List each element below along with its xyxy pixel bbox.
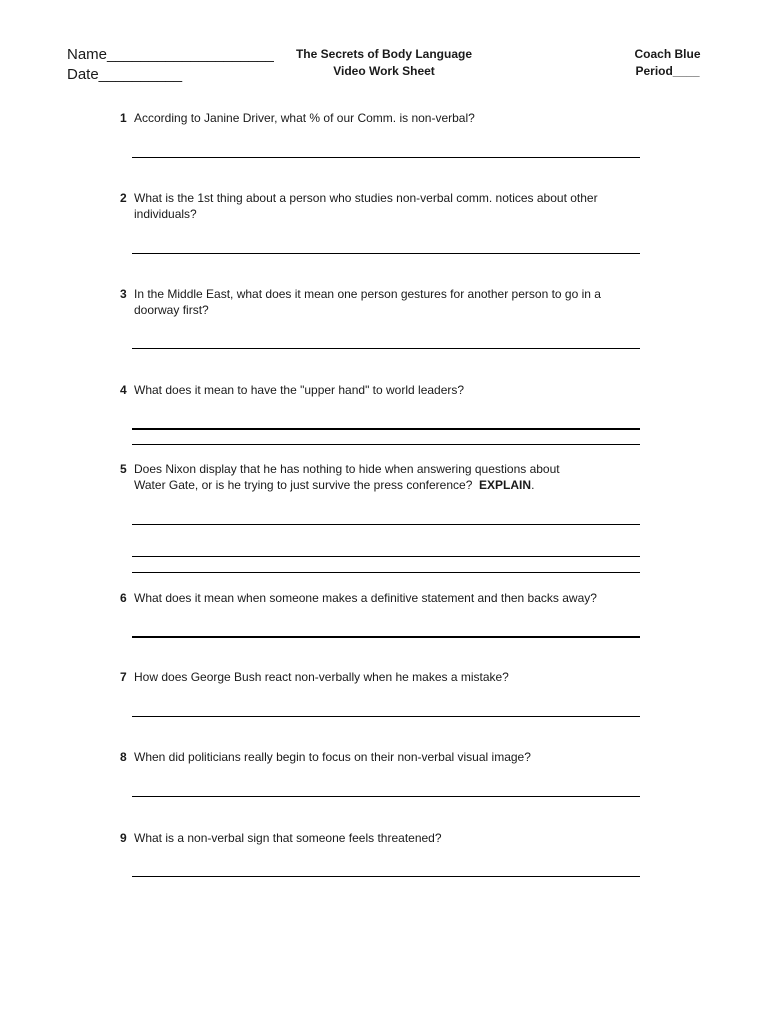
question-text: What is a non-verbal sign that someone feels threatened?	[134, 831, 442, 845]
question-number: 8	[120, 750, 127, 764]
question-text-line: Water Gate, or is he trying to just survive the press conference?	[134, 478, 473, 492]
question-text: individuals?	[134, 207, 197, 221]
question-text: What is the 1st thing about a person who studies non-verbal comm. notices about other	[134, 191, 598, 205]
question-number: 6	[120, 591, 127, 605]
question-2	[120, 190, 650, 222]
answer-line[interactable]	[132, 716, 640, 717]
question-text: In the Middle East, what does it mean one person gestures for another person to go in a	[134, 287, 601, 301]
explain-emphasis: EXPLAIN	[479, 478, 532, 492]
question-number: 1	[120, 111, 127, 125]
teacher-name: Coach Blue	[634, 47, 701, 61]
answer-line[interactable]	[132, 876, 640, 877]
question-6	[120, 590, 650, 606]
question-number: 9	[120, 831, 127, 845]
question-text: What does it mean to have the "upper hand" to world leaders?	[134, 383, 465, 397]
page-title: The Secrets of Body Language	[295, 47, 473, 61]
student-info	[67, 45, 274, 85]
question-text: What does it mean when someone makes a definitive statement and then backs away?	[134, 591, 597, 605]
question-text: Does Nixon display that he has nothing to hide when answering questions about	[134, 462, 560, 476]
question-number: 3	[120, 287, 127, 301]
answer-line[interactable]	[132, 444, 640, 445]
answer-line[interactable]	[132, 524, 640, 525]
question-4	[120, 382, 650, 398]
question-number: 5	[120, 462, 127, 476]
question-1	[120, 110, 650, 126]
teacher-info	[620, 46, 715, 80]
date-field: Date__________	[67, 66, 183, 83]
answer-line[interactable]	[132, 556, 640, 557]
question-number: 2	[120, 191, 127, 205]
question-9	[120, 830, 650, 846]
answer-line[interactable]	[132, 572, 640, 573]
name-field: Name____________________	[67, 46, 274, 63]
answer-line[interactable]	[132, 348, 640, 349]
answer-line[interactable]	[132, 636, 640, 638]
question-7	[120, 669, 650, 685]
question-text: According to Janine Driver, what % of our Comm. is non-verbal?	[134, 111, 475, 125]
question-number: 4	[120, 383, 127, 397]
answer-line[interactable]	[132, 428, 640, 430]
question-5	[120, 461, 650, 493]
question-8	[120, 749, 650, 765]
period-field: Period____	[635, 64, 700, 78]
question-3	[120, 286, 650, 318]
answer-line[interactable]	[132, 253, 640, 254]
answer-line[interactable]	[132, 796, 640, 797]
question-text: doorway first?	[134, 303, 209, 317]
page-subtitle: Video Work Sheet	[333, 64, 435, 78]
emphasis-suffix: .	[531, 478, 535, 492]
worksheet-heading	[274, 46, 494, 80]
question-text: How does George Bush react non-verbally when he makes a mistake?	[134, 670, 509, 684]
question-text	[134, 477, 650, 493]
question-text: When did politicians really begin to focus on their non-verbal visual image?	[134, 750, 531, 764]
answer-line[interactable]	[132, 157, 640, 158]
question-number: 7	[120, 670, 127, 684]
